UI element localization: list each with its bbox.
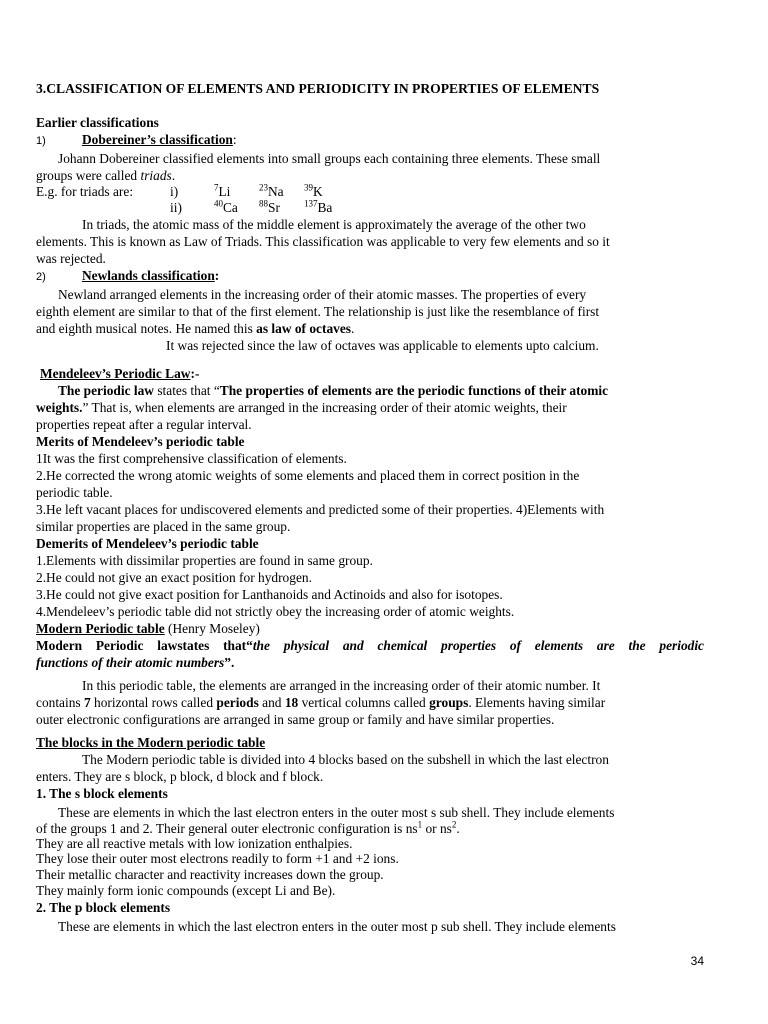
dobereiner-paragraph-1: Johann Dobereiner classified elements into small groups each containing three elements. These small [58,151,601,166]
triad-element: $^{40}$Ca [214,198,238,215]
periodic-law-b: weights.” That is, when elements are arranged in the increasing order of their atomic weights, their [36,400,567,415]
triads-paragraph: In triads, the atomic mass of the middle element is approximately the average of the other two [82,217,586,232]
blocks-paragraph: The Modern periodic table is divided into 4 blocks based on the subshell in which the last electron [82,752,609,767]
blocks-heading: The blocks in the Modern periodic table [36,735,266,750]
p-block-paragraph: These are elements in which the last electron enters in the outer most p sub shell. They include elements [58,919,616,934]
s-block-heading: 1. The s block elements [36,786,168,801]
newlands-heading: 2) Newlands classification: [36,268,220,283]
modern-law-b: functions of their atomic numbers”. [36,655,235,670]
list-item: They are all reactive metals with low ionization enthalpies. [36,836,353,851]
list-item: periodic table. [36,485,113,500]
list-item: 2.He corrected the wrong atomic weights of some elements and placed them in correct position in the [36,468,580,483]
p-block-heading: 2. The p block elements [36,900,171,915]
triads-paragraph-c: was rejected. [36,251,106,266]
list-item: 3.He left vacant places for undiscovered elements and predicted some of their properties. 4)Elements with [36,502,605,517]
newlands-paragraph-c: and eighth musical notes. He named this as law of octaves. [36,321,355,336]
newlands-paragraph: Newland arranged elements in the increasing order of their atomic masses. The properties of every [58,287,587,302]
dobereiner-paragraph-1b: groups were called triads. [36,168,176,183]
triads-paragraph-b: elements. This is known as Law of Triads. This classification was applicable to very few elements and so it [36,234,610,249]
list-item: 1.Elements with dissimilar properties are found in same group. [36,553,373,568]
triad-row-2: ii) $^{40}$Ca $^{88}$Sr $^{137}$Ba [36,200,704,216]
list-item: Their metallic character and reactivity increases down the group. [36,867,384,882]
page-number: 34 [690,954,704,968]
newlands-paragraph-b: eighth element are similar to that of the first element. The relationship is just like the resemblance of first [36,304,600,319]
triad-element: $^{88}$Sr [259,198,280,215]
earlier-heading: Earlier classifications [36,115,159,130]
s-block-config: of the groups 1 and 2. Their general outer electronic configuration is $ns^1$ or $ns^2$. [36,819,460,836]
periodic-law: The periodic law states that “The properties of elements are the periodic functions of their atomic [58,383,609,398]
list-item: 2.He could not give an exact position for hydrogen. [36,570,312,585]
document-page [36,76,704,935]
dobereiner-heading: 1) Dobereiner’s classification: [36,132,237,147]
demerits-heading: Demerits of Mendeleev’s periodic table [36,536,259,551]
triad-element: $^{39}$K [304,182,323,199]
list-item: They mainly form ionic compounds (except Li and Be). [36,883,336,898]
page-title: 3.CLASSIFICATION OF ELEMENTS AND PERIODICITY IN PROPERTIES OF ELEMENTS [36,81,600,96]
newlands-rejected: It was rejected since the law of octaves was applicable to elements upto calcium. [166,338,599,353]
modern-heading: Modern Periodic table (Henry Moseley) [36,621,260,636]
triad-element: $^{137}$Ba [304,198,333,215]
list-item: similar properties are placed in the same group. [36,519,291,534]
merits-heading: Merits of Mendeleev’s periodic table [36,434,245,449]
modern-paragraph-c: outer electronic configurations are arranged in same group or family and have similar properties. [36,712,555,727]
blocks-paragraph-b: enters. They are s block, p block, d block and f block. [36,769,324,784]
periodic-law-c: properties repeat after a regular interval. [36,417,252,432]
list-item: 4.Mendeleev’s periodic table did not strictly obey the increasing order of atomic weights. [36,604,515,619]
s-block-paragraph: These are elements in which the last electron enters in the outer most s sub shell. They include elements [58,805,615,820]
modern-law: Modern Periodic lawstates that“the physical and chemical properties of elements are the periodic [36,638,704,653]
list-item: 1It was the first comprehensive classification of elements. [36,451,347,466]
mendeleev-heading: Mendeleev’s Periodic Law:- [40,366,200,381]
list-item: They lose their outer most electrons readily to form +1 and +2 ions. [36,851,399,866]
triad-row-1: E.g. for triads are: i) $^7$Li $^{23}$Na $^{39}$K [36,184,704,200]
triad-element: $^7$Li [214,182,231,199]
modern-paragraph-b: contains 7 horizontal rows called periods and 18 vertical columns called groups. Elements having similar [36,695,606,710]
triad-element: $^{23}$Na [259,182,284,199]
list-item: 3.He could not give exact position for Lanthanoids and Actinoids and also for isotopes. [36,587,503,602]
modern-paragraph: In this periodic table, the elements are arranged in the increasing order of their atomic number. It [82,678,601,693]
